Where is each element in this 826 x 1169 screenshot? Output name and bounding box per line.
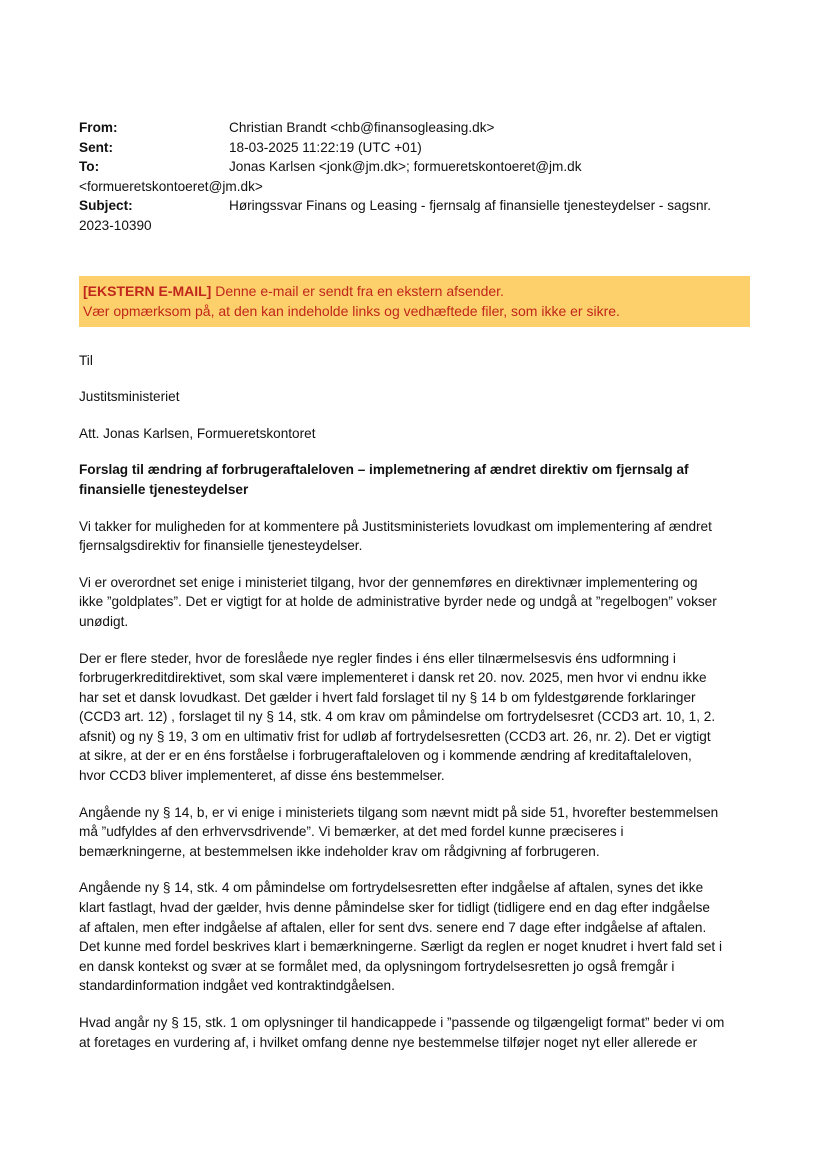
from-label: From: bbox=[79, 120, 118, 135]
text-line: at sikre, at der er en éns forståelse i forbrugeraftaleloven og i kommende ændring af kreditaftaleloven, bbox=[79, 748, 692, 764]
text-line: unødigt. bbox=[79, 613, 129, 629]
letter-title bbox=[79, 460, 749, 499]
document-page bbox=[79, 118, 749, 1069]
title-line: Forslag til ændring af forbrugeraftaleloven – implemetnering af ændret direktiv om fjernsalg af bbox=[79, 462, 689, 478]
paragraph-3 bbox=[79, 649, 749, 786]
subject-value: Høringssvar Finans og Leasing - fjernsalg af finansielle tjenesteydelser - sagsnr. bbox=[229, 198, 712, 214]
text-line: forbrugerkreditdirektivet, som skal være implementeret i dansk ret 20. nov. 2025, men hvor vi endnu ikke bbox=[79, 670, 707, 686]
sent-label: Sent: bbox=[79, 139, 113, 155]
text-line: må ”udfyldes af den erhvervsdrivende”. Vi bemærker, at det med fordel kunne præciseres i bbox=[79, 824, 624, 840]
text-line: Vi er overordnet set enige i ministeriet tilgang, hvor der gennemføres en direktivnær implementering og bbox=[79, 574, 698, 590]
text-line: Vi takker for muligheden for at kommentere på Justitsministeriets lovudkast om implementering af ændret bbox=[79, 518, 712, 534]
email-header bbox=[79, 118, 749, 236]
subject-value-continued: 2023-10390 bbox=[79, 217, 152, 233]
to-row bbox=[79, 157, 749, 177]
banner-line-2: Vær opmærksom på, at den kan indeholde links og vedhæftede filer, som ikke er sikre. bbox=[83, 302, 620, 319]
paragraph-1 bbox=[79, 517, 749, 556]
text-line: klart fastlagt, hvad der gælder, hvis denne påmindelse sker for tidligt (tidligere end en dag efter indgåelse bbox=[79, 900, 710, 916]
text-line: hvor CCD3 bliver implementeret, af disse éns bestemmelser. bbox=[79, 768, 445, 784]
text-line: afsnit) og ny § 19, 3 om en ultimativ frist for udløb af fortrydelsesretten (CCD3 art. 26, nr. 2). Det er vigtigt bbox=[79, 728, 711, 744]
text-line: standardinformation indgået ved kontraktindgåelsen. bbox=[79, 978, 395, 994]
attention-line: Att. Jonas Karlsen, Formueretskontoret bbox=[79, 425, 316, 441]
from-value: Christian Brandt <chb@finansogleasing.dk> bbox=[229, 120, 495, 135]
text-line: bemærkningerne, at bestemmelsen ikke indeholder krav om rådgivning af forbrugeren. bbox=[79, 843, 600, 859]
text-line: ikke ”goldplates”. Det er vigtigt for at holde de administrative byrder nede og undgå at ”regelbogen” vokser bbox=[79, 594, 717, 610]
text-line: har set et dansk lovudkast. Det gælder i hvert fald forslaget til ny § 14 b om fyldestgørende forklaringer bbox=[79, 689, 696, 705]
subject-label: Subject: bbox=[79, 198, 133, 214]
text-line: Der er flere steder, hvor de foreslåede nye regler findes i éns eller tilnærmelsesvis éns udformning i bbox=[79, 650, 676, 666]
recipient: Justitsministeriet bbox=[79, 389, 180, 405]
letter-body bbox=[79, 351, 749, 1053]
text-line: en dansk kontekst og svær at se formålet med, da oplysningom fortrydelsesretten jo også fremgår i bbox=[79, 958, 675, 974]
from-row bbox=[79, 118, 749, 138]
paragraph-6 bbox=[79, 1013, 749, 1052]
external-email-warning-banner bbox=[79, 276, 750, 327]
text-line: at foretages en vurdering af, i hvilket omfang denne nye bestemmelse tilføjer noget nyt eller allerede er bbox=[79, 1034, 698, 1050]
banner-tag: [EKSTERN E-MAIL] bbox=[83, 282, 212, 299]
text-line: fjernsalgsdirektiv for finansielle tjenesteydelser. bbox=[79, 538, 363, 554]
sent-row bbox=[79, 138, 749, 158]
paragraph-4 bbox=[79, 803, 749, 862]
to-label: To: bbox=[79, 159, 100, 175]
to-value: Jonas Karlsen <jonk@jm.dk>; formueretskontoeret@jm.dk bbox=[229, 159, 582, 175]
banner-text-1: Denne e-mail er sendt fra en ekstern afsender. bbox=[211, 282, 504, 299]
text-line: Det kunne med fordel beskrives klart i bemærkningerne. Særligt da reglen er noget knudret i hvert fald set i bbox=[79, 939, 723, 955]
text-line: Angående ny § 14, stk. 4 om påmindelse om fortrydelsesretten efter indgåelse af aftalen, synes det ikke bbox=[79, 880, 704, 896]
paragraph-2 bbox=[79, 573, 749, 632]
title-line: finansielle tjenesteydelser bbox=[79, 481, 249, 497]
text-line: Hvad angår ny § 15, stk. 1 om oplysninger til handicappede i ”passende og tilgængeligt format” beder vi om bbox=[79, 1015, 725, 1030]
banner-line-1 bbox=[83, 281, 745, 301]
text-line: (CCD3 art. 12) , forslaget til ny § 14, stk. 4 om krav om påmindelse om fortrydelsesret (CCD3 art. 10, 1, 2. bbox=[79, 709, 716, 725]
to-value-continued: <formueretskontoeret@jm.dk> bbox=[79, 178, 263, 194]
greeting: Til bbox=[79, 352, 93, 368]
sent-value: 18-03-2025 11:22:19 (UTC +01) bbox=[229, 139, 422, 155]
text-line: Angående ny § 14, b, er vi enige i ministeriets tilgang som nævnt midt på side 51, hvorefter bestemmelsen bbox=[79, 804, 719, 820]
text-line: af aftalen, men efter indgåelse af aftalen, eller for sent dvs. senere end 7 dage efter indgåelse af aftalen. bbox=[79, 919, 707, 935]
paragraph-5 bbox=[79, 878, 749, 996]
subject-row bbox=[79, 196, 749, 216]
